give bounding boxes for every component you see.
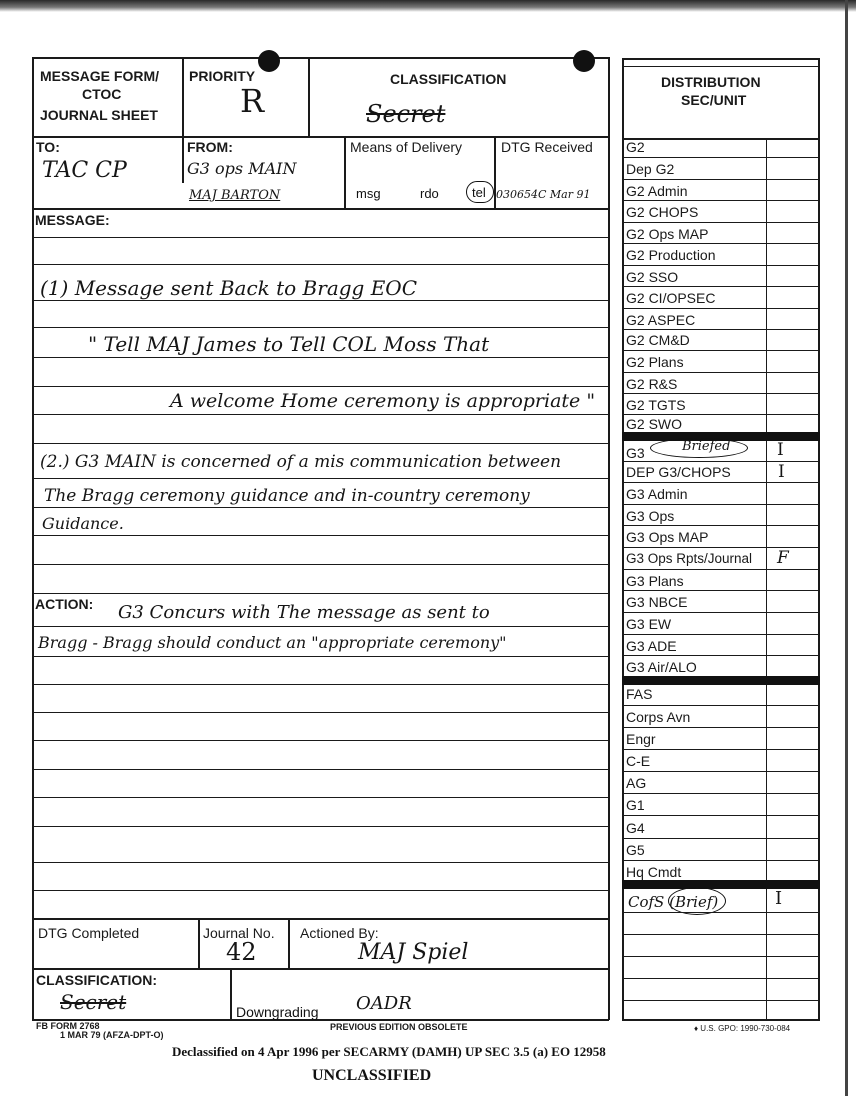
other-group-bar — [622, 880, 820, 889]
punch-hole-right — [573, 50, 595, 72]
dist-extra-circle — [668, 887, 726, 915]
dist-row-g3-ew: G3 EW — [626, 616, 672, 632]
dtg-received-value: 030654C Mar 91 — [496, 188, 591, 201]
dist-row-g2-admin: G2 Admin — [626, 183, 688, 199]
declassified-note: Declassified on 4 Apr 1996 per SECARMY (DAMH) UP SEC 3.5 (a) EO 12958 — [172, 1044, 606, 1059]
message-line-4: (2.) G3 MAIN is concerned of a mis communication between — [40, 452, 562, 472]
dist-row-g3-ade: G3 ADE — [626, 638, 677, 654]
message-line-1: (1) Message sent Back to Bragg EOC — [40, 276, 418, 300]
dist-row-g3-ops-map: G3 Ops MAP — [626, 529, 709, 545]
distribution-title-line1: DISTRIBUTION — [661, 74, 761, 90]
distribution-title-line2: SEC/UNIT — [681, 92, 747, 108]
priority-value: R — [240, 82, 265, 120]
dist-row-g2-plans: G2 Plans — [626, 354, 684, 370]
dist-row-g2-aspec: G2 ASPEC — [626, 312, 696, 328]
message-label: MESSAGE: — [35, 212, 110, 228]
dist-row-g2-production: G2 Production — [626, 247, 716, 263]
action-line-1: G3 Concurs with The message as sent to — [118, 602, 490, 623]
journal-no-label: Journal No. — [203, 925, 275, 941]
dtg-completed-label: DTG Completed — [38, 925, 140, 941]
dist-g3-note-circle — [650, 438, 748, 458]
dist-row-dep-g3-chops: DEP G3/CHOPS — [626, 464, 731, 480]
journal-no-value: 42 — [226, 938, 257, 966]
to-label: TO: — [36, 139, 60, 155]
gpo-note: ♦ U.S. GPO: 1990-730-084 — [694, 1024, 791, 1033]
scan-edge-right — [845, 0, 848, 1096]
message-line-5: The Bragg ceremony guidance and in-country ceremony — [44, 486, 530, 506]
means-of-delivery-label: Means of Delivery — [350, 139, 463, 155]
message-line-2: " Tell MAJ James to Tell COL Moss That — [88, 332, 490, 356]
from-value-line2: MAJ BARTON — [189, 188, 281, 203]
message-line-6: Guidance. — [42, 514, 124, 533]
form-title-line1: MESSAGE FORM/ — [40, 68, 160, 84]
dist-row-ag: AG — [626, 775, 647, 791]
from-label: FROM: — [187, 139, 233, 155]
to-value: TAC CP — [42, 158, 127, 183]
action-label: ACTION: — [35, 596, 94, 612]
dist-row-g2-sso: G2 SSO — [626, 269, 679, 285]
means-msg: msg — [356, 186, 381, 201]
form-title-line3: JOURNAL SHEET — [40, 107, 158, 123]
dist-row-g2: G2 — [626, 139, 645, 155]
from-value-line1: G3 ops MAIN — [187, 159, 297, 178]
dist-g3-note: Briefed — [682, 439, 731, 454]
dist-row-fas: FAS — [626, 686, 653, 702]
dist-row-g3-plans: G3 Plans — [626, 573, 684, 589]
dist-row-ce: C-E — [626, 753, 651, 769]
actioned-by-label: Actioned By: — [300, 925, 379, 941]
dist-g3-mark: I — [777, 440, 784, 460]
dist-row-g2-ci-opsec: G2 CI/OPSEC — [626, 290, 716, 306]
dtg-received-label: DTG Received — [501, 139, 593, 155]
scan-edge-artifact — [0, 0, 856, 12]
dist-row-g2-ops-map: G2 Ops MAP — [626, 226, 709, 242]
punch-hole-left — [258, 50, 280, 72]
means-tel: tel — [472, 185, 486, 200]
form-id-line1: FB FORM 2768 — [36, 1021, 100, 1031]
dist-row-g4: G4 — [626, 820, 645, 836]
dist-row-g2-chops: G2 CHOPS — [626, 204, 699, 220]
classification-value: Secret — [366, 100, 446, 128]
dist-row-corps-avn: Corps Avn — [626, 709, 691, 725]
classification-label: CLASSIFICATION — [390, 71, 507, 87]
g3-group-bar — [622, 676, 820, 685]
dist-extra-mark: I — [775, 888, 783, 909]
dist-row-g3-air-alo: G3 Air/ALO — [626, 659, 697, 675]
dist-dep-g3-mark: I — [778, 462, 785, 482]
dist-row-g3-ops: G3 Ops — [626, 508, 675, 524]
dist-row-g3: G3 — [626, 445, 645, 461]
dist-row-g1: G1 — [626, 797, 645, 813]
means-rdo: rdo — [420, 186, 439, 201]
actioned-by-value: MAJ Spiel — [358, 940, 469, 965]
dist-row-g2-tgts: G2 TGTS — [626, 397, 686, 413]
dist-row-dep-g2: Dep G2 — [626, 161, 675, 177]
downgrading-label: Downgrading — [236, 1004, 319, 1020]
dist-row-g5: G5 — [626, 842, 645, 858]
dist-row-engr: Engr — [626, 731, 656, 747]
form-title-line2: CTOC — [82, 86, 122, 102]
downgrading-value: OADR — [356, 993, 412, 1014]
dist-row-g3-ops-rpts: G3 Ops Rpts/Journal — [626, 551, 753, 566]
bottom-classification-value: Secret — [60, 990, 127, 1014]
dist-extra-label: CofS (Brief) — [628, 893, 719, 911]
dist-row-g2-swo: G2 SWO — [626, 416, 683, 432]
dist-g3-ops-rpts-mark: F — [777, 548, 789, 568]
form-id-line2: 1 MAR 79 (AFZA-DPT-O) — [60, 1030, 164, 1040]
dist-row-g2-rs: G2 R&S — [626, 376, 678, 392]
priority-label: PRIORITY — [189, 68, 256, 84]
previous-edition-note: PREVIOUS EDITION OBSOLETE — [330, 1022, 468, 1032]
action-line-2: Bragg - Bragg should conduct an "appropriate ceremony" — [38, 633, 507, 652]
message-line-3: A welcome Home ceremony is appropriate " — [170, 390, 596, 412]
dist-row-hq-cmdt: Hq Cmdt — [626, 864, 682, 880]
dist-row-g3-nbce: G3 NBCE — [626, 594, 688, 610]
dist-row-g3-admin: G3 Admin — [626, 486, 688, 502]
unclassified-marking: UNCLASSIFIED — [312, 1067, 432, 1084]
bottom-classification-label: CLASSIFICATION: — [36, 972, 158, 988]
dist-row-g2-cmd: G2 CM&D — [626, 332, 690, 348]
